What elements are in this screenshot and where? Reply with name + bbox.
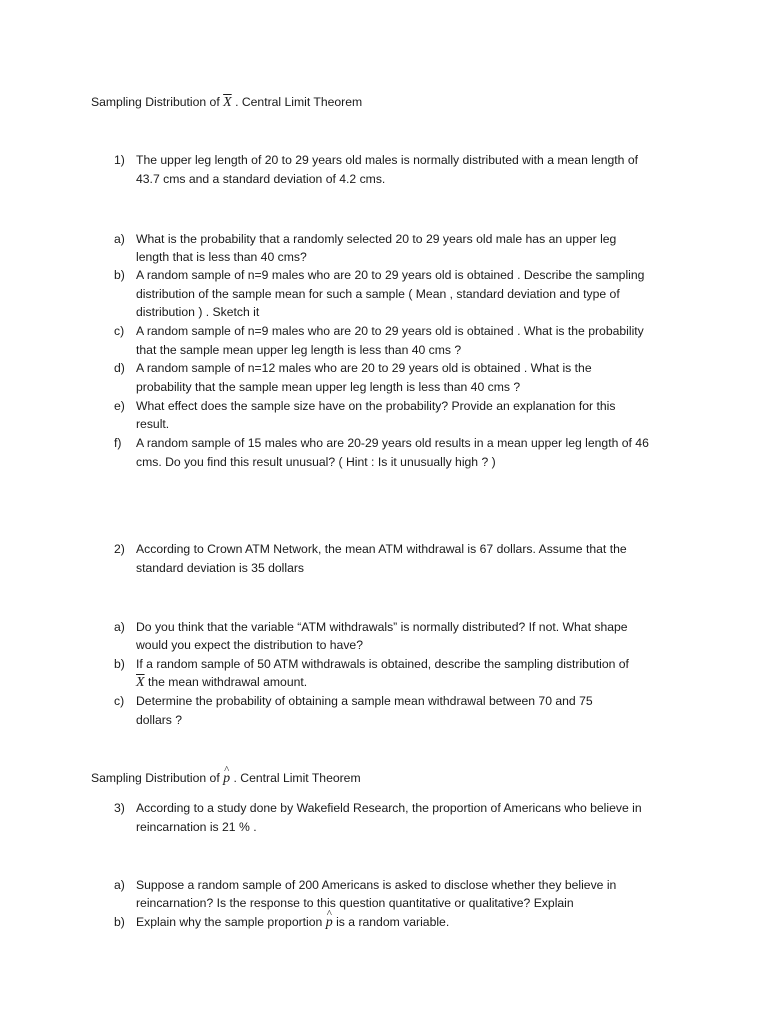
part-text-line: reincarnation? Is the response to this question quantitative or qualitative? Explain [136,896,574,910]
question-text-line: According to a study done by Wakefield Research, the proportion of Americans who believe in [136,801,642,815]
part-text-line: result. [136,417,170,431]
part-label: e) [114,399,125,413]
part-text-line: A random sample of n=9 males who are 20 to 29 years old is obtained . What is the probability [136,324,644,338]
part-label: a) [114,878,125,892]
part-text-line: Suppose a random sample of 200 Americans is asked to disclose whether they believe in [136,878,617,892]
part-text: Explain why the sample proportion [136,915,323,929]
part-text-line: dollars ? [136,713,183,727]
phat-symbol: ^ p [223,770,230,789]
xbar-symbol: $\overline{X}$ [136,675,145,690]
part-label: b) [114,915,125,929]
part-label: a) [114,620,125,634]
heading-suffix: . Central Limit Theorem [235,95,363,109]
question-number: 1) [114,153,125,167]
part-label: b) [114,268,125,282]
question-text-line: The upper leg length of 20 to 29 years old males is normally distributed with a mean length of [136,153,639,167]
part-text-line: A random sample of 15 males who are 20-29 years old results in a mean upper leg length of 46 [136,436,649,450]
part-label: a) [114,232,125,246]
part-text-line: What is the probability that a randomly selected 20 to 29 years old male has an upper leg [136,232,617,246]
question-text-line: reincarnation is 21 % . [136,820,257,834]
xbar-symbol: $\overline{X}$ [223,95,232,110]
part-text-line [136,913,449,933]
section-heading-phat [91,769,361,789]
section-heading-xbar [91,93,362,113]
part-text: the mean withdrawal amount. [147,675,308,689]
part-text-line [136,673,307,693]
heading-prefix: Sampling Distribution of [91,771,220,785]
question-text-line: According to Crown ATM Network, the mean ATM withdrawal is 67 dollars. Assume that the [136,542,627,556]
part-text-line: length that is less than 40 cms? [136,250,307,264]
part-text-line: What effect does the sample size have on the probability? Provide an explanation for this [136,399,616,413]
part-text-line: distribution of the sample mean for such a sample ( Mean , standard deviation and type of [136,287,620,301]
part-text-line: If a random sample of 50 ATM withdrawals is obtained, describe the sampling distribution of [136,657,629,671]
phat-symbol: ^ p [326,914,333,933]
part-label: c) [114,694,125,708]
part-label: b) [114,657,125,671]
part-text-line: Determine the probability of obtaining a sample mean withdrawal between 70 and 75 [136,694,593,708]
part-text-line: would you expect the distribution to have? [136,638,363,652]
heading-suffix: . Central Limit Theorem [233,771,361,785]
part-label: d) [114,361,125,375]
part-text-line: distribution ) . Sketch it [136,305,260,319]
part-text: is a random variable. [336,915,450,929]
question-number: 3) [114,801,125,815]
part-text-line: Do you think that the variable “ATM withdrawals” is normally distributed? If not. What shape [136,620,628,634]
part-label: c) [114,324,125,338]
part-label: f) [114,436,122,450]
part-text-line: probability that the sample mean upper leg length is less than 40 cms ? [136,380,521,394]
question-text-line: 43.7 cms and a standard deviation of 4.2 cms. [136,172,386,186]
heading-prefix: Sampling Distribution of [91,95,220,109]
part-text-line: that the sample mean upper leg length is less than 40 cms ? [136,343,462,357]
part-text-line: A random sample of n=9 males who are 20 to 29 years old is obtained . Describe the sampling [136,268,645,282]
question-number: 2) [114,542,125,556]
question-text-line: standard deviation is 35 dollars [136,561,305,575]
part-text-line: A random sample of n=12 males who are 20 to 29 years old is obtained . What is the [136,361,592,375]
part-text-line: cms. Do you find this result unusual? ( Hint : Is it unusually high ? ) [136,455,496,469]
